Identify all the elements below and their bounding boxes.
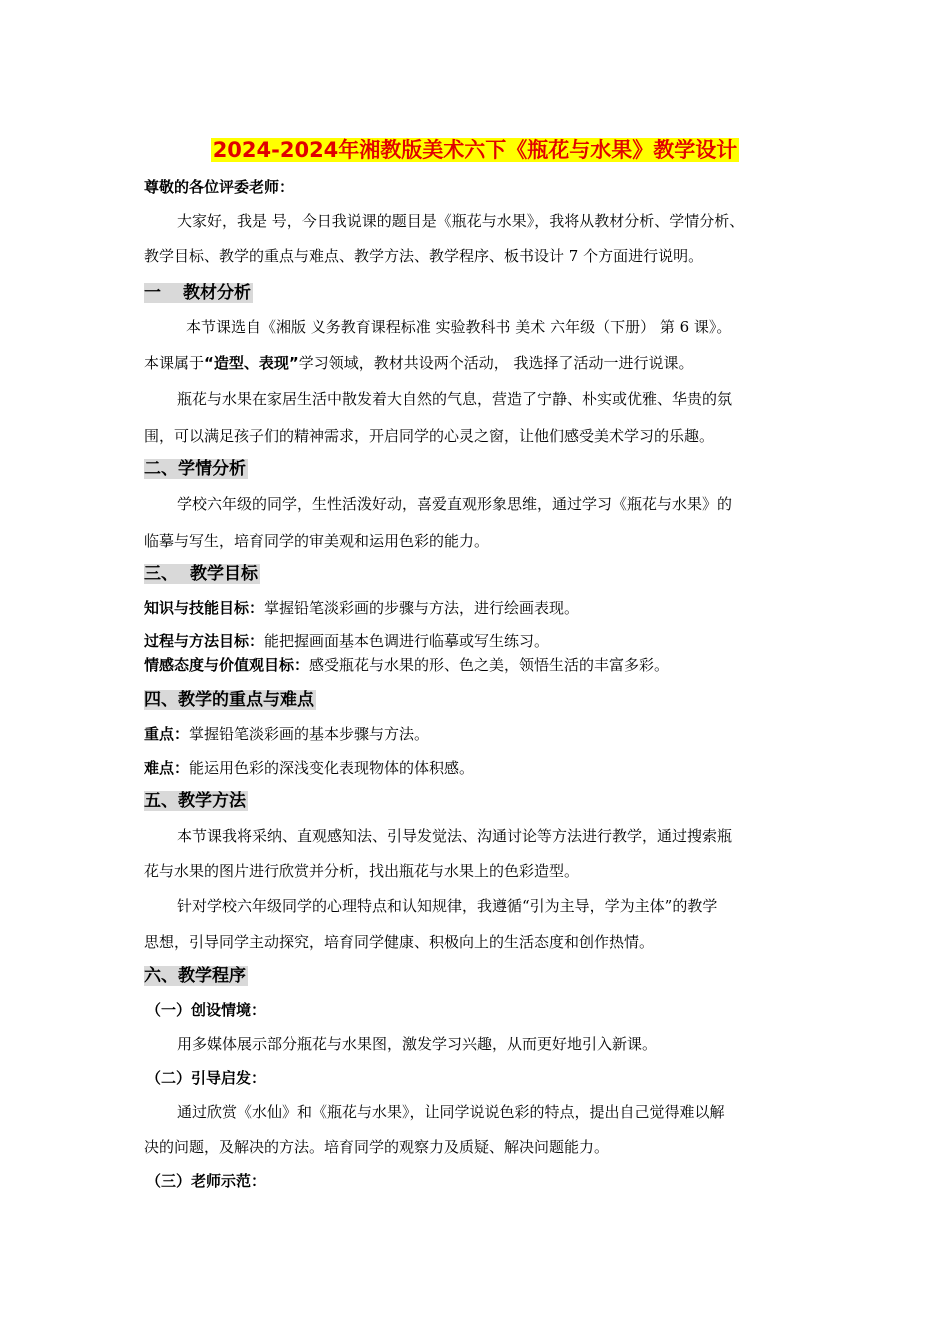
- s2-line2: 临摹与写生，培育同学的审美观和运用色彩的能力。: [144, 532, 490, 550]
- section-5-heading: [144, 790, 248, 812]
- s5-p1-line2: 花与水果的图片进行欣赏并分析，找出瓶花与水果上的色彩造型。: [144, 862, 580, 880]
- goal-process-text: 能把握画面基本色调进行临摹或写生练习。: [264, 632, 550, 650]
- section-6-heading: [144, 965, 248, 987]
- difficult-point-text: 能运用色彩的深浅变化表现物体的体积感。: [189, 759, 475, 777]
- section-1-heading: [144, 282, 253, 304]
- s6-sub3-heading: （三）老师示范：: [146, 1172, 267, 1190]
- document-title: [0, 136, 950, 164]
- key-point-label: 重点：: [144, 725, 190, 743]
- s1-text-pre: 本课属于: [144, 354, 205, 372]
- section-2-heading: [144, 458, 248, 480]
- goal-knowledge: [144, 597, 579, 619]
- s1-para1-line1: 本节课选自《湘版 义务教育课程标准 实验教科书 美术 六年级（下册） 第 6 课》。: [186, 318, 732, 336]
- section-1-number: 一: [144, 283, 161, 303]
- intro-line-1: 大家好，我是 号，今日我说课的题目是《瓶花与水果》，我将从教材分析、学情分析、: [177, 212, 745, 230]
- goal-process-label: 过程与方法目标：: [144, 632, 265, 650]
- difficult-point-label: 难点：: [144, 759, 190, 777]
- goal-knowledge-label: 知识与技能目标：: [144, 599, 265, 617]
- section-4-title: 四、教学的重点与难点: [144, 690, 314, 710]
- goal-knowledge-text: 掌握铅笔淡彩画的步骤与方法，进行绘画表现。: [264, 599, 580, 617]
- s1-para2-line1: 瓶花与水果在家居生活中散发着大自然的气息，营造了宁静、朴实或优雅、华贵的氛: [177, 390, 733, 408]
- s1-para1-line2: [144, 352, 694, 374]
- section-3-heading: [144, 563, 260, 585]
- s6-sub2-line2: 决的问题，及解决的方法。培育同学的观察力及质疑、解决问题能力。: [144, 1138, 610, 1156]
- section-3-title: 教学目标: [190, 564, 258, 584]
- s5-p2-line1: 针对学校六年级同学的心理特点和认知规律，我遵循“引为主导，学为主体”的教学: [177, 897, 718, 915]
- section-1-title: 教材分析: [183, 283, 251, 303]
- s6-sub2-heading: （二）引导启发：: [146, 1069, 267, 1087]
- s6-sub2-line1: 通过欣赏《水仙》和《瓶花与水果》，让同学说说色彩的特点，提出自己觉得难以解: [177, 1103, 725, 1121]
- difficult-point: [144, 757, 474, 779]
- goal-process: [144, 630, 549, 652]
- key-point: [144, 723, 429, 745]
- section-4-heading: [144, 689, 316, 711]
- s1-text-post: 学习领域，教材共设两个活动， 我选择了活动一进行说课。: [298, 354, 694, 372]
- s1-bold-term: “造型、表现”: [204, 354, 299, 372]
- s6-sub1-heading: （一）创设情境：: [146, 1001, 267, 1019]
- section-6-title: 六、教学程序: [144, 966, 246, 986]
- s1-para2-line2: 围，可以满足孩子们的精神需求，开启同学的心灵之窗，让他们感受美术学习的乐趣。: [144, 427, 715, 445]
- section-5-title: 五、教学方法: [144, 791, 246, 811]
- s5-p1-line1: 本节课我将采纳、直观感知法、引导发觉法、沟通讨论等方法进行教学，通过搜索瓶: [177, 827, 733, 845]
- goal-emotion-text: 感受瓶花与水果的形、色之美，领悟生活的丰富多彩。: [309, 656, 670, 674]
- intro-line-2: 教学目标、教学的重点与难点、教学方法、教学程序、板书设计 7 个方面进行说明。: [144, 247, 704, 265]
- section-2-title: 二、学情分析: [144, 459, 246, 479]
- goal-emotion: [144, 654, 669, 676]
- section-3-number: 三、: [144, 564, 178, 584]
- title-text: 2024-2024年湘教版美术六下《瓶花与水果》教学设计: [212, 138, 738, 162]
- key-point-text: 掌握铅笔淡彩画的基本步骤与方法。: [189, 725, 430, 743]
- s2-line1: 学校六年级的同学，生性活泼好动，喜爱直观形象思维，通过学习《瓶花与水果》的: [177, 495, 733, 513]
- s5-p2-line2: 思想，引导同学主动探究，培育同学健康、积极向上的生活态度和创作热情。: [144, 933, 655, 951]
- s6-sub1-text: 用多媒体展示部分瓶花与水果图，激发学习兴趣，从而更好地引入新课。: [177, 1035, 658, 1053]
- greeting: 尊敬的各位评委老师：: [144, 178, 295, 196]
- goal-emotion-label: 情感态度与价值观目标：: [144, 656, 310, 674]
